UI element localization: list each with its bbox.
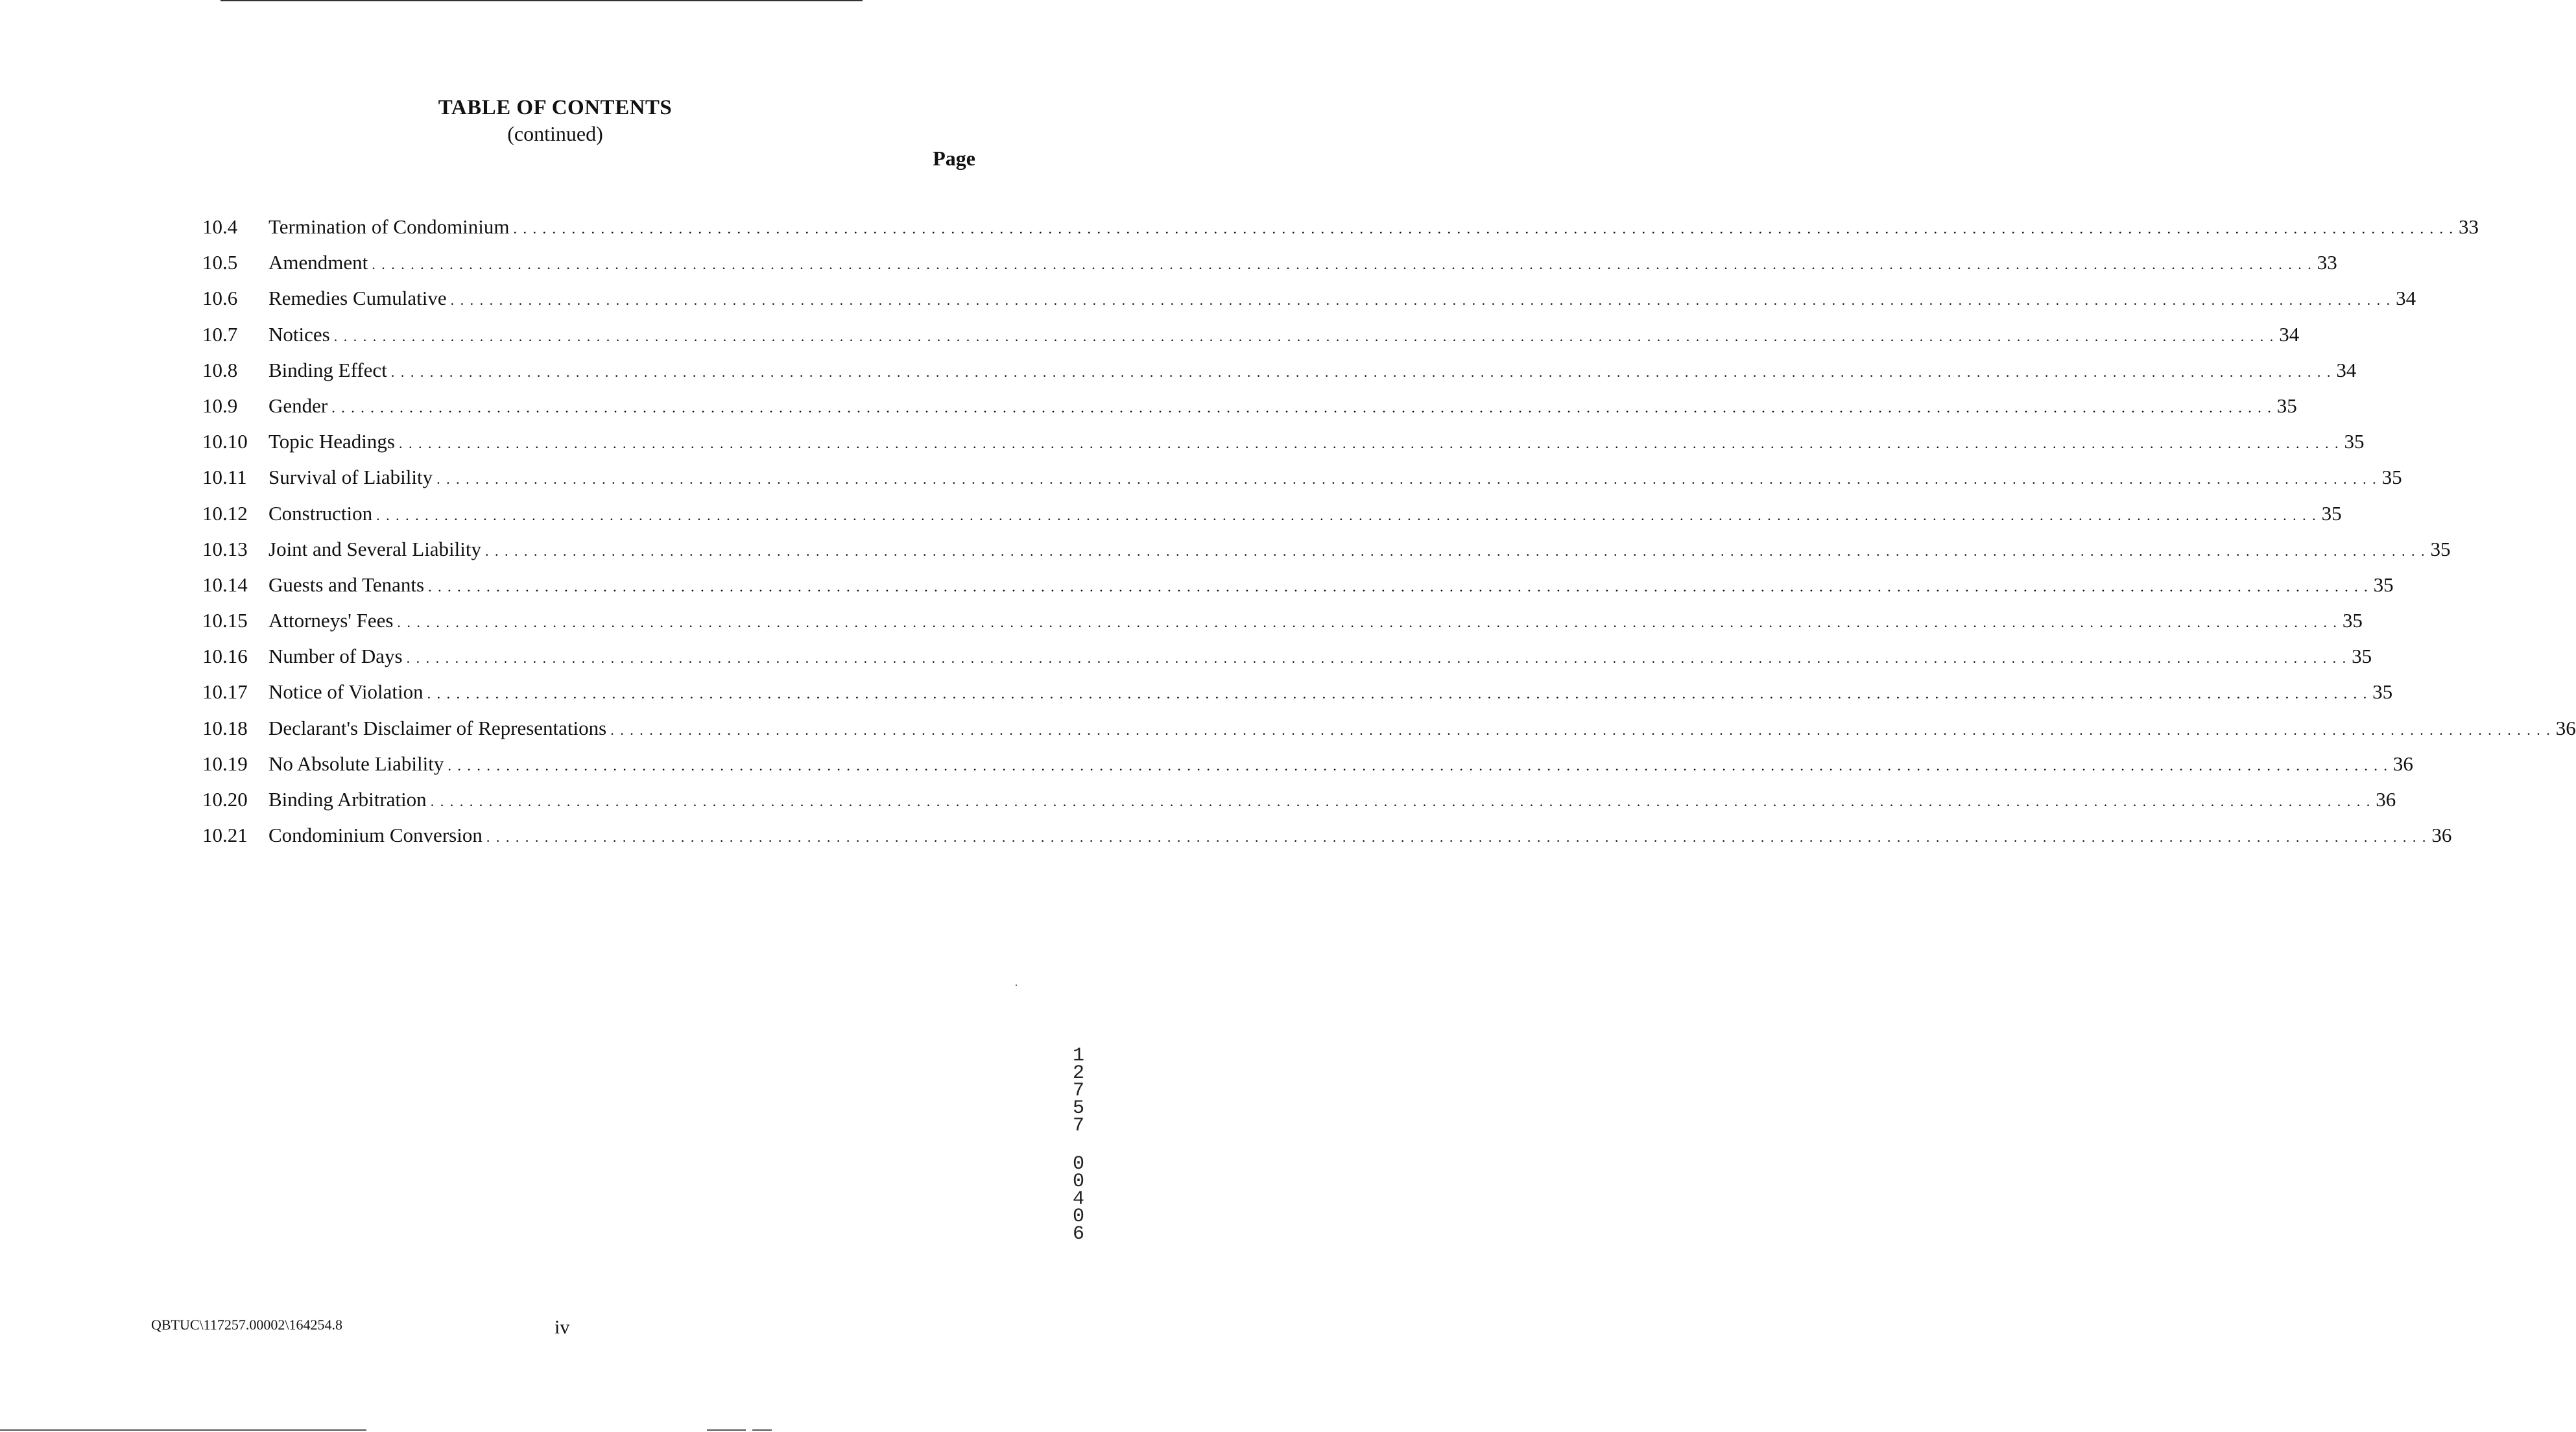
toc-entry-page: 35: [2342, 609, 2363, 632]
toc-entry-page: 34: [2279, 322, 2300, 346]
bottom-page-rule-segment: [752, 1429, 772, 1431]
toc-entry-number: 10.16: [202, 645, 248, 668]
toc-entry-title: Notice of Violation: [268, 680, 423, 704]
top-page-rule: [221, 0, 863, 1]
toc-dot-leader: . . . . . . . . . . . . . . . . . . . . . . . . . . . . . . . . . . . . . . . . . . . . . . . . . . . . . . . . . . . . . . . . . . . . . . . . . . . . . . . . . . . . . . . . . . . . . . . . . . . . . . . . . . . . . . . . . . . . . . . . . . . . . . . . . . . . . . . . . . . . . . . . . . . . . . . . . . . . . . . . . . . . . . . . . . . . . . . . . . . . . . . . . . . . . . . . . . . . . . . .: [333, 328, 2275, 344]
page-title: TABLE OF CONTENTS: [438, 96, 673, 119]
toc-entry: [202, 572, 2394, 608]
toc-entry-page: 34: [2336, 358, 2357, 381]
toc-entry-title: Attorneys' Fees: [268, 609, 394, 632]
toc-entry-title: Survival of Liability: [268, 466, 433, 489]
toc-entry-number: 10.15: [202, 609, 248, 632]
bates-stamp-digit: 0: [1072, 1206, 1084, 1228]
toc-entry-number: 10.18: [202, 716, 248, 739]
toc-entry-title: Notices: [268, 322, 330, 346]
toc-entry-number: 10.20: [202, 788, 248, 811]
toc-entry-page: 35: [2276, 394, 2297, 417]
page-subtitle: (continued): [507, 122, 603, 145]
toc-entry-number: 10.19: [202, 752, 248, 775]
footer-document-id: QBTUC\117257.00002\164254.8: [151, 1317, 342, 1333]
toc-entry-title: Number of Days: [268, 645, 403, 668]
toc-entry-title: Construction: [268, 501, 373, 525]
toc-entry: [202, 429, 2365, 464]
toc-entry: [202, 285, 2416, 321]
toc-entry-title: Topic Headings: [268, 430, 395, 453]
toc-entry-page: 35: [2344, 430, 2365, 453]
toc-entry-page: 35: [2321, 501, 2342, 525]
toc-dot-leader: . . . . . . . . . . . . . . . . . . . . . . . . . . . . . . . . . . . . . . . . . . . . . . . . . . . . . . . . . . . . . . . . . . . . . . . . . . . . . . . . . . . . . . . . . . . . . . . . . . . . . . . . . . . . . . . . . . . . . . . . . . . . . . . . . . . . . . . . . . . . . . . . . . . . . . . . . . . . . . . . . . . . . . . . . . . . . . . . . . . . . . . . . . . . . . . . . . . . . . . .: [450, 292, 2392, 309]
toc-entry-page: 35: [2430, 537, 2451, 560]
toc-entry-page: 36: [2431, 824, 2452, 847]
bates-stamp-digit: 7: [1072, 1115, 1084, 1137]
toc-entry-number: 10.13: [202, 537, 248, 560]
footer-page-number: iv: [555, 1317, 570, 1338]
bates-stamp-digit: 6: [1072, 1223, 1084, 1245]
bates-stamp-digit: 0: [1072, 1153, 1084, 1175]
toc-dot-leader: . . . . . . . . . . . . . . . . . . . . . . . . . . . . . . . . . . . . . . . . . . . . . . . . . . . . . . . . . . . . . . . . . . . . . . . . . . . . . . . . . . . . . . . . . . . . . . . . . . . . . . . . . . . . . . . . . . . . . . . . . . . . . . . . . . . . . . . . . . . . . . . . . . . . . . . . . . . . . . . . . . . . . . . . . . . . . . . . . . . . . . . . . . . . . . . . . . . . . . . .: [486, 829, 2427, 846]
toc-entry-title: Termination of Condominium: [268, 215, 510, 238]
toc-entry-page: 35: [2372, 680, 2393, 704]
toc-entry-number: 10.14: [202, 573, 248, 596]
toc-entry-page: 35: [2373, 573, 2394, 596]
bates-stamp-digit: 1: [1072, 1045, 1084, 1067]
toc-dot-leader: . . . . . . . . . . . . . . . . . . . . . . . . . . . . . . . . . . . . . . . . . . . . . . . . . . . . . . . . . . . . . . . . . . . . . . . . . . . . . . . . . . . . . . . . . . . . . . . . . . . . . . . . . . . . . . . . . . . . . . . . . . . . . . . . . . . . . . . . . . . . . . . . . . . . . . . . . . . . . . . . . . . . . . . . . . . . . . . . . . . . . . . . . . . . . . . . . . . . . . . .: [331, 399, 2272, 416]
toc-dot-leader: . . . . . . . . . . . . . . . . . . . . . . . . . . . . . . . . . . . . . . . . . . . . . . . . . . . . . . . . . . . . . . . . . . . . . . . . . . . . . . . . . . . . . . . . . . . . . . . . . . . . . . . . . . . . . . . . . . . . . . . . . . . . . . . . . . . . . . . . . . . . . . . . . . . . . . . . . . . . . . . . . . . . . . . . . . . . . . . . . . . . . . . . . . . . . . . . . . . . . . . .: [436, 471, 2378, 488]
bates-stamp-digit: 5: [1072, 1097, 1084, 1119]
toc-dot-leader: . . . . . . . . . . . . . . . . . . . . . . . . . . . . . . . . . . . . . . . . . . . . . . . . . . . . . . . . . . . . . . . . . . . . . . . . . . . . . . . . . . . . . . . . . . . . . . . . . . . . . . . . . . . . . . . . . . . . . . . . . . . . . . . . . . . . . . . . . . . . . . . . . . . . . . . . . . . . . . . . . . . . . . . . . . . . . . . . . . . . . . . . . . . . . . . . . . . . . . . .: [397, 614, 2338, 631]
toc-entry: [202, 679, 2393, 715]
toc-entry-number: 10.8: [202, 358, 238, 381]
toc-entry-title: Joint and Several Liability: [268, 537, 482, 560]
bottom-page-rule-segment: [707, 1429, 746, 1431]
toc-entry-title: Binding Effect: [268, 358, 387, 381]
toc-entry-page: 36: [2555, 716, 2576, 739]
toc-entry-page: 35: [2381, 466, 2402, 489]
toc-entry: [202, 357, 2357, 393]
toc-entry-title: Gender: [268, 394, 328, 417]
toc-entry-number: 10.17: [202, 680, 248, 704]
toc-entry: [202, 501, 2342, 536]
bottom-page-rule: [0, 1429, 366, 1431]
bates-stamp-digit: 0: [1072, 1171, 1084, 1193]
toc-dot-leader: . . . . . . . . . . . . . . . . . . . . . . . . . . . . . . . . . . . . . . . . . . . . . . . . . . . . . . . . . . . . . . . . . . . . . . . . . . . . . . . . . . . . . . . . . . . . . . . . . . . . . . . . . . . . . . . . . . . . . . . . . . . . . . . . . . . . . . . . . . . . . . . . . . . . . . . . . . . . . . . . . . . . . . . . . . . . . . . . . . . . . . . . . . . . . . . . . . . . . . . .: [390, 363, 2332, 380]
toc-entry-title: Binding Arbitration: [268, 788, 427, 811]
toc-entry-title: Remedies Cumulative: [268, 287, 447, 310]
toc-entry-title: Declarant's Disclaimer of Representations: [268, 716, 607, 739]
toc-dot-leader: . . . . . . . . . . . . . . . . . . . . . . . . . . . . . . . . . . . . . . . . . . . . . . . . . . . . . . . . . . . . . . . . . . . . . . . . . . . . . . . . . . . . . . . . . . . . . . . . . . . . . . . . . . . . . . . . . . . . . . . . . . . . . . . . . . . . . . . . . . . . . . . . . . . . . . . . . . . . . . . . . . . . . . . . . . . . . . . . . . . . . . . . . . . . . . . . . . . . . . . .: [610, 721, 2551, 738]
toc-dot-leader: . . . . . . . . . . . . . . . . . . . . . . . . . . . . . . . . . . . . . . . . . . . . . . . . . . . . . . . . . . . . . . . . . . . . . . . . . . . . . . . . . . . . . . . . . . . . . . . . . . . . . . . . . . . . . . . . . . . . . . . . . . . . . . . . . . . . . . . . . . . . . . . . . . . . . . . . . . . . . . . . . . . . . . . . . . . . . . . . . . . . . . . . . . . . . . . . . . . . . . . .: [406, 650, 2348, 667]
table-of-contents: [202, 214, 2576, 858]
toc-entry-number: 10.6: [202, 287, 238, 310]
toc-entry: [202, 393, 2297, 429]
toc-entry: [202, 214, 2479, 250]
toc-entry-page: 34: [2396, 287, 2416, 310]
toc-dot-leader: . . . . . . . . . . . . . . . . . . . . . . . . . . . . . . . . . . . . . . . . . . . . . . . . . . . . . . . . . . . . . . . . . . . . . . . . . . . . . . . . . . . . . . . . . . . . . . . . . . . . . . . . . . . . . . . . . . . . . . . . . . . . . . . . . . . . . . . . . . . . . . . . . . . . . . . . . . . . . . . . . . . . . . . . . . . . . . . . . . . . . . . . . . . . . . . . . . . . . . . .: [447, 757, 2389, 774]
toc-entry-title: Amendment: [268, 251, 368, 274]
toc-entry: [202, 608, 2363, 643]
toc-dot-leader: . . . . . . . . . . . . . . . . . . . . . . . . . . . . . . . . . . . . . . . . . . . . . . . . . . . . . . . . . . . . . . . . . . . . . . . . . . . . . . . . . . . . . . . . . . . . . . . . . . . . . . . . . . . . . . . . . . . . . . . . . . . . . . . . . . . . . . . . . . . . . . . . . . . . . . . . . . . . . . . . . . . . . . . . . . . . . . . . . . . . . . . . . . . . . . . . . . . . . . . .: [485, 542, 2426, 559]
toc-entry-number: 10.11: [202, 466, 247, 489]
toc-entry: [202, 536, 2451, 572]
toc-dot-leader: . . . . . . . . . . . . . . . . . . . . . . . . . . . . . . . . . . . . . . . . . . . . . . . . . . . . . . . . . . . . . . . . . . . . . . . . . . . . . . . . . . . . . . . . . . . . . . . . . . . . . . . . . . . . . . . . . . . . . . . . . . . . . . . . . . . . . . . . . . . . . . . . . . . . . . . . . . . . . . . . . . . . . . . . . . . . . . . . . . . . . . . . . . . . . . . . . . . . . . . .: [372, 256, 2313, 273]
toc-entry-number: 10.10: [202, 430, 248, 453]
toc-dot-leader: . . . . . . . . . . . . . . . . . . . . . . . . . . . . . . . . . . . . . . . . . . . . . . . . . . . . . . . . . . . . . . . . . . . . . . . . . . . . . . . . . . . . . . . . . . . . . . . . . . . . . . . . . . . . . . . . . . . . . . . . . . . . . . . . . . . . . . . . . . . . . . . . . . . . . . . . . . . . . . . . . . . . . . . . . . . . . . . . . . . . . . . . . . . . . . . . . . . . . . . .: [513, 221, 2455, 237]
toc-entry: [202, 822, 2452, 858]
toc-entry-number: 10.7: [202, 322, 238, 346]
toc-entry-number: 10.12: [202, 501, 248, 525]
toc-entry-page: 33: [2459, 215, 2479, 238]
bates-stamp-digit: 4: [1072, 1188, 1084, 1210]
toc-entry-page: 33: [2317, 251, 2337, 274]
toc-entry-number: 10.9: [202, 394, 238, 417]
scan-speck: [1016, 984, 1017, 986]
toc-entry-number: 10.5: [202, 251, 238, 274]
bates-stamp-digit: 7: [1072, 1080, 1084, 1102]
toc-entry: [202, 751, 2413, 787]
toc-entry-page: 36: [2392, 752, 2413, 775]
toc-entry-title: Guests and Tenants: [268, 573, 425, 596]
toc-entry: [202, 464, 2402, 500]
toc-entry-title: No Absolute Liability: [268, 752, 444, 775]
toc-entry: [202, 250, 2337, 285]
bates-stamp: [1069, 1047, 1088, 1243]
toc-entry: [202, 643, 2372, 679]
toc-entry-page: 35: [2352, 645, 2372, 668]
toc-entry-page: 36: [2376, 788, 2396, 811]
toc-dot-leader: . . . . . . . . . . . . . . . . . . . . . . . . . . . . . . . . . . . . . . . . . . . . . . . . . . . . . . . . . . . . . . . . . . . . . . . . . . . . . . . . . . . . . . . . . . . . . . . . . . . . . . . . . . . . . . . . . . . . . . . . . . . . . . . . . . . . . . . . . . . . . . . . . . . . . . . . . . . . . . . . . . . . . . . . . . . . . . . . . . . . . . . . . . . . . . . . . . . . . . . .: [427, 686, 2368, 702]
page-column-header: Page: [933, 147, 975, 170]
bates-stamp-digit: 2: [1072, 1062, 1084, 1084]
toc-dot-leader: . . . . . . . . . . . . . . . . . . . . . . . . . . . . . . . . . . . . . . . . . . . . . . . . . . . . . . . . . . . . . . . . . . . . . . . . . . . . . . . . . . . . . . . . . . . . . . . . . . . . . . . . . . . . . . . . . . . . . . . . . . . . . . . . . . . . . . . . . . . . . . . . . . . . . . . . . . . . . . . . . . . . . . . . . . . . . . . . . . . . . . . . . . . . . . . . . . . . . . . .: [376, 507, 2317, 523]
toc-dot-leader: . . . . . . . . . . . . . . . . . . . . . . . . . . . . . . . . . . . . . . . . . . . . . . . . . . . . . . . . . . . . . . . . . . . . . . . . . . . . . . . . . . . . . . . . . . . . . . . . . . . . . . . . . . . . . . . . . . . . . . . . . . . . . . . . . . . . . . . . . . . . . . . . . . . . . . . . . . . . . . . . . . . . . . . . . . . . . . . . . . . . . . . . . . . . . . . . . . . . . . . .: [428, 578, 2369, 595]
toc-entry: [202, 787, 2396, 822]
toc-entry: [202, 715, 2576, 751]
toc-entry: [202, 322, 2300, 357]
toc-entry-number: 10.21: [202, 824, 248, 847]
toc-dot-leader: . . . . . . . . . . . . . . . . . . . . . . . . . . . . . . . . . . . . . . . . . . . . . . . . . . . . . . . . . . . . . . . . . . . . . . . . . . . . . . . . . . . . . . . . . . . . . . . . . . . . . . . . . . . . . . . . . . . . . . . . . . . . . . . . . . . . . . . . . . . . . . . . . . . . . . . . . . . . . . . . . . . . . . . . . . . . . . . . . . . . . . . . . . . . . . . . . . . . . . . .: [398, 435, 2340, 452]
toc-dot-leader: . . . . . . . . . . . . . . . . . . . . . . . . . . . . . . . . . . . . . . . . . . . . . . . . . . . . . . . . . . . . . . . . . . . . . . . . . . . . . . . . . . . . . . . . . . . . . . . . . . . . . . . . . . . . . . . . . . . . . . . . . . . . . . . . . . . . . . . . . . . . . . . . . . . . . . . . . . . . . . . . . . . . . . . . . . . . . . . . . . . . . . . . . . . . . . . . . . . . . . . .: [430, 793, 2372, 809]
toc-entry-title: Condominium Conversion: [268, 824, 483, 847]
toc-entry-number: 10.4: [202, 215, 238, 238]
